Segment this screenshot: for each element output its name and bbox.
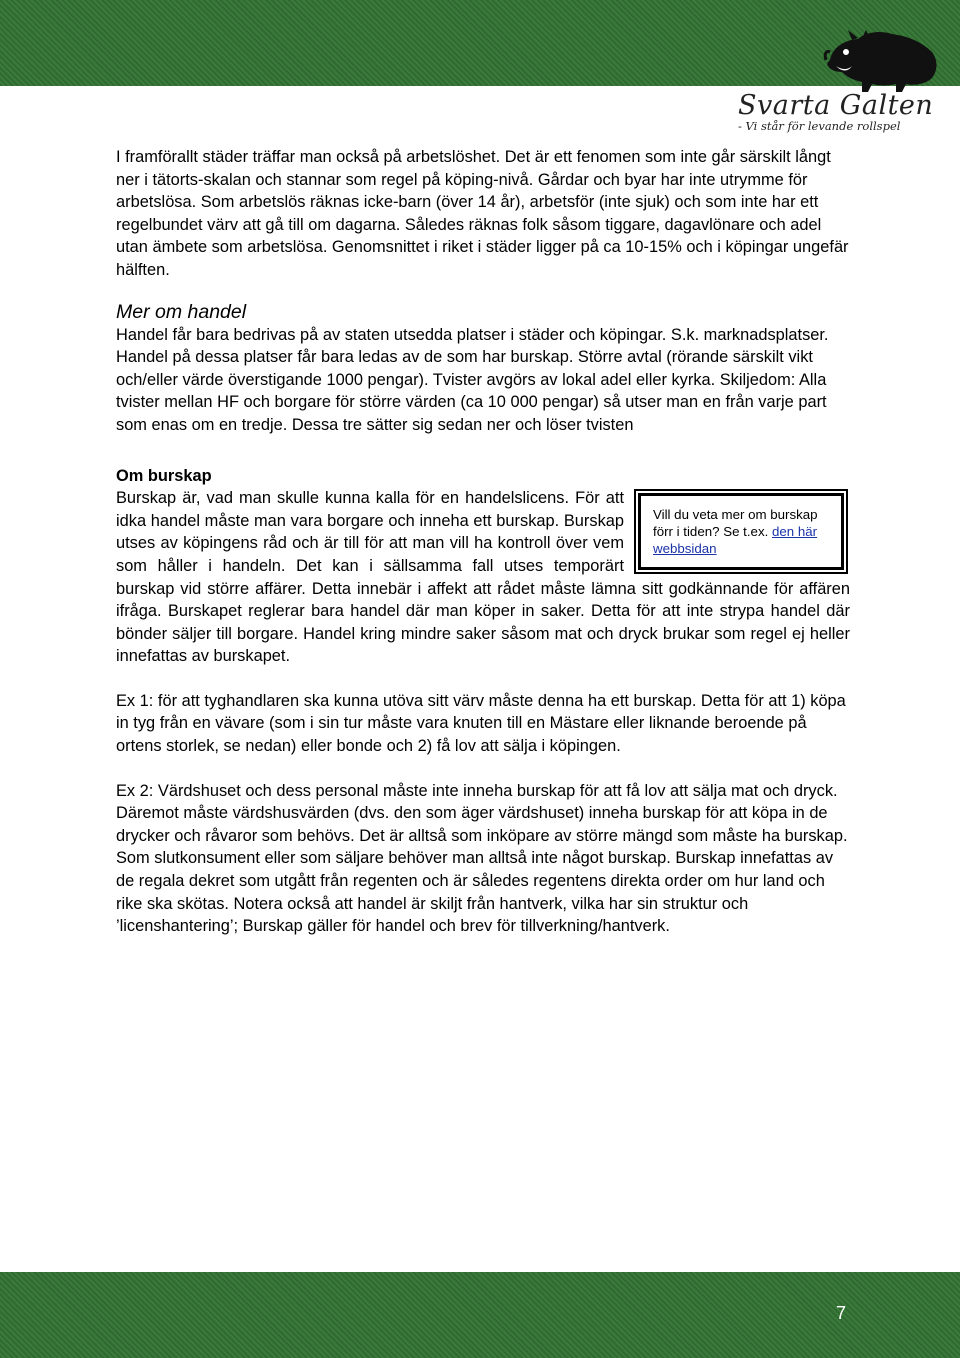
document-body <box>116 146 850 938</box>
paragraph-example-2: Ex 2: Värdshuset och dess personal måste inte inneha burskap för att få lov att sälja mat och dryck. Däremot måste värdshusvärden (dvs. den som äger värdshuset) inneha burskap för att köpa in de drycker och råvaror som behövs. Det är alltså som inköpare av större mängd som måste ha burskap. Som slutkonsument eller som säljare behöver man alltså inte något burskap. Burskap innefattas av de regala dekret som utgått från regenten och är således regentens direkta order om hur land och rike ska skötas. Notera också att handel är skiljt från hantverk, vilka har sin struktur och ’licenshantering’; Burskap gäller för handel och brev för tillverkning/hantverk. <box>116 781 848 936</box>
boar-icon <box>822 30 940 92</box>
paragraph-burskap: Burskap är, vad man skulle kunna kalla för en handelslicens. För att idka handel måste man vara borgare och inneha ett burskap. Burskap utses av köpingens råd och är till för att man vill ha kontroll över vem som håller i handeln. Det kan i sällsamma fall utses temporärt burskap vid större affärer. Detta innebär i affekt att rådet måste lämna sitt godkännande för affären ifråga. Burskapet reglerar bara handel där man köper in saker. Detta för att inte strypa handel där bönder säljer till borgare. Handel kring mindre saker såsom mat och dryck brukar som regel ej heller innefattas av burskapet. <box>116 489 850 666</box>
heading-om-burskap: Om burskap <box>116 466 212 485</box>
page-number: 7 <box>835 1303 846 1323</box>
paragraph-unemployment: I framförallt städer träffar man också på arbetslöshet. Det är ett fenomen som inte går särskilt långt ner i tätorts-skalan och stannar som regel på köping-nivå. Gårdar och byar har inte utrymme för arbetslösa. Som arbetslös räknas icke-barn (över 14 år), arbetsför (inte sjuk) och som inte har ett regelbundet värv att gå till om dagarna. Således räknas folk såsom tiggare, dagavlönare och adel utan ämbete som arbetslösa. Genomsnittet i riket i städer ligger på ca 10-15% och i köpingar ungefär hälften. <box>116 148 849 279</box>
paragraph-example-1: Ex 1: för att tyghandlaren ska kunna utöva sitt värv måste denna ha ett burskap. Detta för att 1) köpa in tyg från en vävare (som i sin tur måste vara knuten till en Mästare eller liknande beroende på ortens storlek, se nedan) eller bonde och 2) få lov att sälja i köpingen. <box>116 691 846 756</box>
footer-band <box>0 1272 960 1358</box>
heading-mer-om-handel: Mer om handel <box>116 300 247 323</box>
logo <box>730 30 952 140</box>
paragraph-handel: Handel får bara bedrivas på av staten utsedda platser i städer och köpingar. S.k. marknadsplatser. Handel på dessa platser får bara ledas av de som har burskap. Större avtal (rörande särskilt vikt och/eller värde överstigande 1000 pengar). Tvister avgörs av lokal adel eller kyrka. Skiljedom: Alla tvister mellan HF och borgare för större värden (ca 10 000 pengar) så utser man en från varje part som enas om en tredje. Dessa tre sätter sig sedan ner och löser tvisten <box>116 325 829 434</box>
logo-subtitle: - Vi står för levande rollspel <box>738 119 901 133</box>
sidebox-text: Vill du veta mer om burskap förr i tiden? Se t.ex. <box>653 507 818 540</box>
logo-title: Svarta Galten <box>738 90 934 121</box>
info-sidebox <box>638 493 844 570</box>
sidebox-link[interactable]: den här webbsidan <box>653 524 818 557</box>
